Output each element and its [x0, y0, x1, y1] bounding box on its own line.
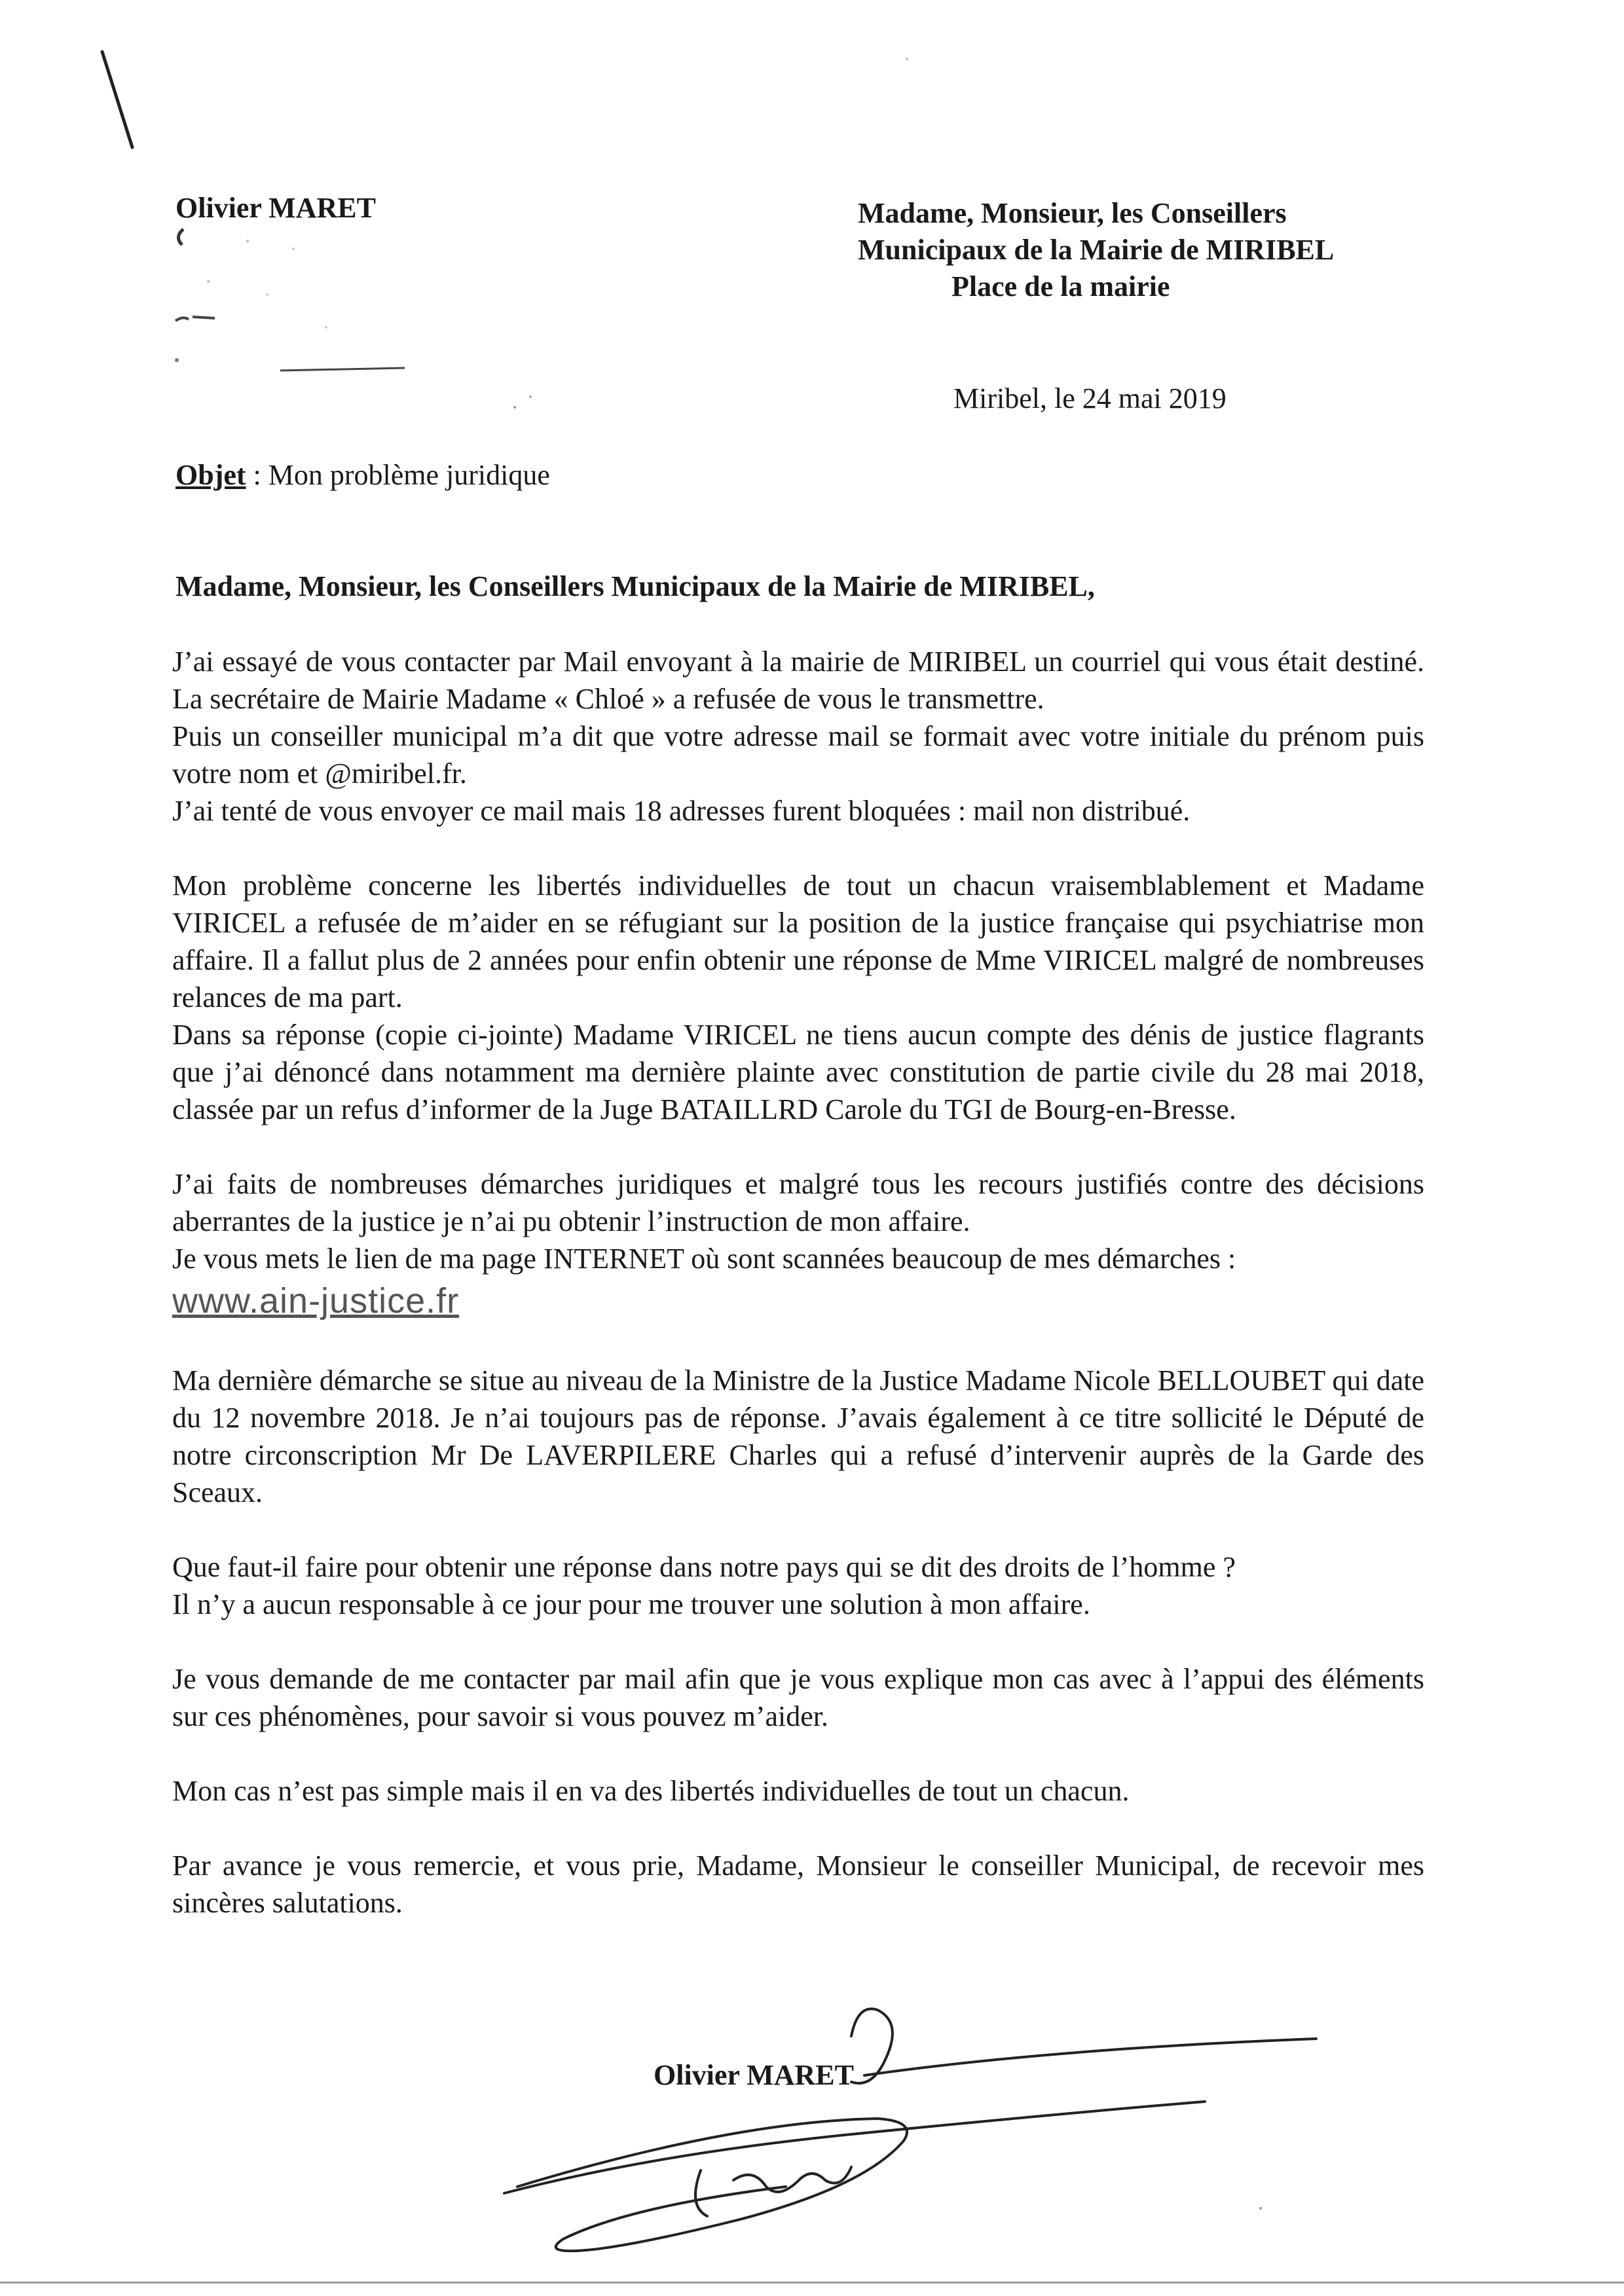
sender-name: Olivier MARET: [175, 192, 376, 224]
paragraph: Mon problème concerne les libertés individuelles de tout un chacun vraisemblablement et Madame VIRICEL a refusée de m’aider en se réfugiant sur la position de la justice française qui psychiatrise mon affaire. Il a fallut plus de 2 années pour enfin obtenir une réponse de Mme VIRICEL malgré de nombreuses relances de ma part.: [172, 869, 1424, 1013]
signature-name: Olivier MARET: [654, 2059, 854, 2091]
recipient-block: [858, 195, 1334, 305]
subject-separator: :: [246, 459, 268, 491]
scan-edge-line: [0, 2282, 1624, 2284]
subject-label: Objet: [175, 459, 246, 491]
paragraph: J’ai tenté de vous envoyer ce mail mais 18 adresses furent bloquées : mail non distribué.: [172, 795, 1190, 827]
letter-body: [172, 643, 1424, 1922]
letter-date: Miribel, le 24 mai 2019: [953, 382, 1227, 414]
salutation: Madame, Monsieur, les Conseillers Municipaux de la Mairie de MIRIBEL,: [175, 570, 1095, 602]
paragraph: Que faut-il faire pour obtenir une réponse dans notre pays qui se dit des droits de l’homme ?: [172, 1551, 1236, 1583]
paragraph: Dans sa réponse (copie ci-jointe) Madame VIRICEL ne tiens aucun compte des dénis de justice flagrants que j’ai dénoncé dans notamment ma dernière plainte avec constitution de partie civile du 28 mai 2018, classée par un refus d’informer de la Juge BATAILLRD Carole du TGI de Bourg-en-Bresse.: [172, 1019, 1424, 1125]
paragraph: J’ai faits de nombreuses démarches juridiques et malgré tous les recours justifiés contre des décisions aberrantes de la justice je n’ai pu obtenir l’instruction de mon affaire.: [172, 1168, 1424, 1237]
paragraph: Il n’y a aucun responsable à ce jour pour me trouver une solution à mon affaire.: [172, 1588, 1090, 1620]
paragraph: Mon cas n’est pas simple mais il en va des libertés individuelles de tout un chacun.: [172, 1775, 1130, 1807]
paragraph: Je vous mets le lien de ma page INTERNET où sont scannées beaucoup de mes démarches :: [172, 1243, 1236, 1275]
scan-speck: [1257, 2205, 1264, 2212]
recipient-line-3: Place de la mairie: [951, 270, 1170, 302]
paragraph: Par avance je vous remercie, et vous prie, Madame, Monsieur le conseiller Municipal, de recevoir mes sincères salutations.: [172, 1850, 1424, 1919]
subject-line: [175, 458, 550, 492]
recipient-line-2: Municipaux de la Mairie de MIRIBEL: [858, 234, 1335, 266]
paragraph: Ma dernière démarche se situe au niveau de la Ministre de la Justice Madame Nicole BELLOUBET qui date du 12 novembre 2018. Je n’ai toujours pas de réponse. J’avais également à ce titre sollicité le Député de notre circonscription Mr De LAVERPILERE Charles qui a refusé d’intervenir auprès de la Garde des Sceaux.: [172, 1364, 1424, 1508]
recipient-line-1: Madame, Monsieur, les Conseillers: [858, 197, 1287, 229]
redacted-sender-address: [169, 223, 431, 393]
website-link[interactable]: www.ain-justice.fr: [172, 1281, 460, 1321]
scan-speck: [904, 56, 910, 62]
scan-speck: [511, 393, 537, 412]
pen-stroke-mark: [98, 49, 138, 154]
paragraph: J’ai essayé de vous contacter par Mail envoyant à la mairie de MIRIBEL un courriel qui vous était destiné. La secrétaire de Mairie Madame « Chloé » a refusée de vous le transmettre.: [172, 646, 1424, 715]
paragraph: Puis un conseiller municipal m’a dit que votre adresse mail se formait avec votre initiale du prénom puis votre nom et @miribel.fr.: [172, 720, 1424, 790]
paragraph: Je vous demande de me contacter par mail afin que je vous explique mon cas avec à l’appui des éléments sur ces phénomènes, pour savoir si vous pouvez m’aider.: [172, 1663, 1424, 1732]
subject-text: Mon problème juridique: [268, 459, 550, 491]
handwritten-signature: [458, 1990, 1336, 2265]
